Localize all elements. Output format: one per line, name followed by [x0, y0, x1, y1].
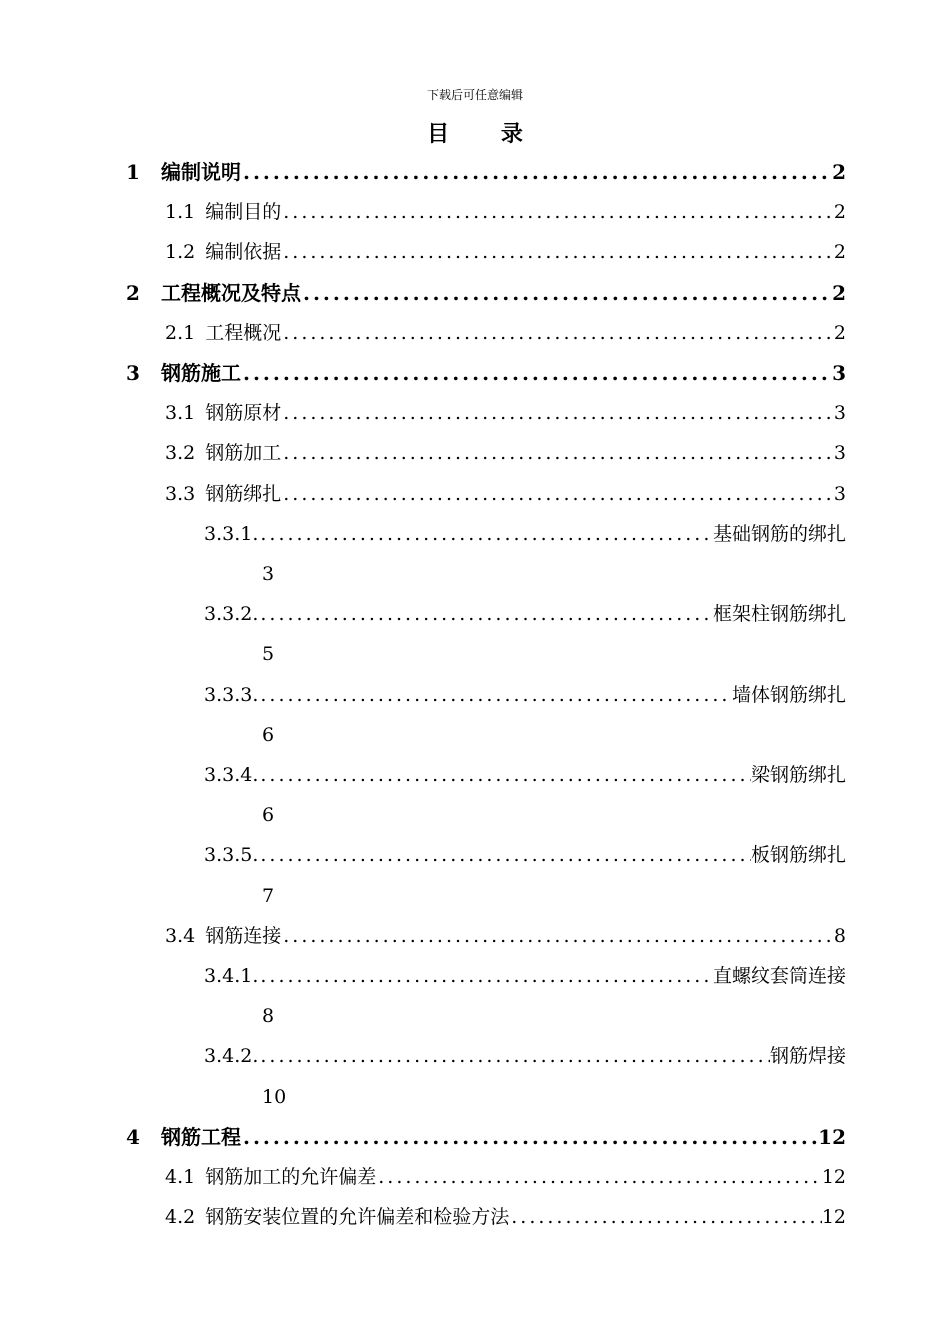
toc-entry-page: 6 — [262, 804, 275, 827]
toc-entry-page: 3 — [833, 442, 846, 465]
toc-entry-page: 3 — [833, 482, 846, 505]
toc-leader-dots — [376, 1157, 822, 1197]
toc-entry-number: 3.3.1. — [204, 522, 259, 545]
toc-entry-page: 2 — [833, 321, 846, 344]
toc-entry-number: 3.2 — [165, 442, 196, 465]
toc-entry-page: 3 — [262, 563, 275, 585]
toc-leader-dots — [258, 835, 751, 875]
toc-leader-dots — [258, 956, 713, 996]
page-title: 目 录 — [427, 121, 545, 147]
toc-entry[interactable] — [165, 1197, 846, 1237]
toc-entry-page: 3 — [833, 402, 846, 425]
toc-entry-title: 钢筋焊接 — [769, 1045, 846, 1068]
toc-entry[interactable] — [126, 273, 846, 313]
toc-leader-dots — [301, 273, 832, 313]
toc-entry-number: 3.4 — [165, 924, 196, 947]
toc-entry-title: 钢筋加工的允许偏差 — [205, 1166, 377, 1188]
toc-entry[interactable] — [165, 474, 846, 514]
toc-entry-page: 8 — [262, 1005, 275, 1028]
toc-entry-title: 直螺纹套筒连接 — [712, 965, 846, 987]
toc-entry[interactable] — [165, 192, 846, 232]
toc-leader-dots — [258, 1036, 770, 1076]
toc-entry-number: 3.4.1. — [204, 965, 259, 987]
page-header-note: 下载后可任意编辑 — [426, 88, 523, 102]
toc-entry-number: 3 — [126, 361, 140, 385]
toc-entry-page: 12 — [821, 1166, 846, 1188]
toc-entry-number: 2 — [126, 280, 140, 305]
toc-entry[interactable] — [204, 514, 846, 554]
toc-entry-page: 2 — [833, 241, 846, 264]
toc-entry-number: 3.3.3. — [204, 683, 259, 706]
toc-entry[interactable] — [165, 1157, 846, 1197]
toc-entry-number: 4 — [126, 1124, 140, 1149]
toc-entry[interactable] — [126, 152, 846, 192]
toc-entry[interactable] — [204, 675, 846, 715]
toc-entry-page: 12 — [821, 1206, 846, 1229]
toc-leader-dots — [258, 755, 751, 795]
toc-entry-number: 3.3 — [165, 482, 196, 505]
toc-leader-dots — [258, 514, 713, 554]
toc-entry-title: 基础钢筋的绑扎 — [712, 522, 846, 545]
toc-entry-page: 10 — [262, 1085, 287, 1108]
toc-leader-dots — [281, 192, 834, 232]
toc-entry-number: 1.1 — [165, 201, 196, 224]
toc-entry[interactable] — [165, 313, 846, 353]
toc-entry-number: 3.3.2. — [204, 603, 259, 626]
toc-entry[interactable] — [204, 755, 846, 795]
toc-entry[interactable] — [165, 232, 846, 272]
toc-entry-number: 3.3.5. — [204, 844, 259, 867]
toc-leader-dots — [258, 594, 713, 634]
toc-entry-title: 编制目的 — [205, 201, 282, 224]
toc-entry[interactable] — [204, 956, 846, 996]
toc-leader-dots — [281, 313, 834, 353]
toc-leader-dots — [281, 916, 834, 956]
toc-leader-dots — [241, 1117, 818, 1157]
toc-entry-number: 2.1 — [165, 321, 196, 344]
toc-entry[interactable] — [204, 594, 846, 634]
toc-entry-number: 3.1 — [165, 402, 196, 425]
toc-leader-dots — [241, 152, 832, 192]
toc-entry-page: 8 — [833, 924, 846, 947]
toc-entry[interactable] — [204, 1036, 846, 1076]
toc-entry-title: 钢筋安装位置的允许偏差和检验方法 — [205, 1206, 510, 1229]
toc-leader-dots — [281, 232, 834, 272]
toc-leader-dots — [281, 474, 834, 514]
toc-entry[interactable] — [165, 916, 846, 956]
toc-entry-page: 7 — [262, 884, 275, 907]
toc-leader-dots — [281, 393, 834, 433]
toc-entry-title: 梁钢筋绑扎 — [750, 764, 846, 786]
toc-entry-title: 板钢筋绑扎 — [750, 844, 846, 867]
toc-entry-page: 3 — [832, 361, 846, 385]
toc-entry-number: 4.2 — [165, 1206, 196, 1229]
toc-entry-title: 钢筋连接 — [205, 924, 282, 947]
toc-entry-title: 工程概况及特点 — [161, 280, 301, 305]
toc-entry-number: 4.1 — [165, 1166, 196, 1188]
toc-entry[interactable] — [126, 353, 846, 393]
toc-entry-number: 3.4.2. — [204, 1045, 259, 1068]
toc-entry-number: 3.3.4. — [204, 764, 259, 786]
toc-entry[interactable] — [165, 433, 846, 473]
toc-entry-number: 1.2 — [165, 241, 196, 264]
toc-leader-dots — [241, 353, 832, 393]
toc-entry-title: 工程概况 — [205, 321, 282, 344]
toc-entry-title: 编制说明 — [161, 160, 241, 184]
toc-entry-title: 墙体钢筋绑扎 — [731, 683, 846, 706]
toc-entry-page: 2 — [833, 201, 846, 224]
toc-entry-title: 钢筋工程 — [161, 1124, 241, 1149]
toc-entry[interactable] — [165, 393, 846, 433]
toc-entry-page: 2 — [832, 280, 846, 305]
toc-leader-dots — [509, 1197, 822, 1237]
toc-entry-page: 12 — [818, 1124, 846, 1149]
toc-leader-dots — [258, 675, 732, 715]
toc-entry-title: 钢筋原材 — [205, 402, 282, 425]
toc-entry-title: 钢筋施工 — [161, 361, 241, 385]
toc-entry-title: 钢筋绑扎 — [205, 482, 282, 505]
toc-entry-page: 6 — [262, 723, 275, 746]
toc-entry-title: 框架柱钢筋绑扎 — [712, 603, 846, 626]
toc-leader-dots — [281, 433, 834, 473]
toc-entry-number: 1 — [126, 160, 140, 184]
toc-entry[interactable] — [126, 1117, 846, 1157]
toc-entry-title: 编制依据 — [205, 241, 282, 264]
toc-entry-title: 钢筋加工 — [205, 442, 282, 465]
toc-entry-page: 2 — [832, 160, 846, 184]
toc-entry-page: 5 — [262, 643, 275, 666]
toc-entry[interactable] — [204, 835, 846, 875]
